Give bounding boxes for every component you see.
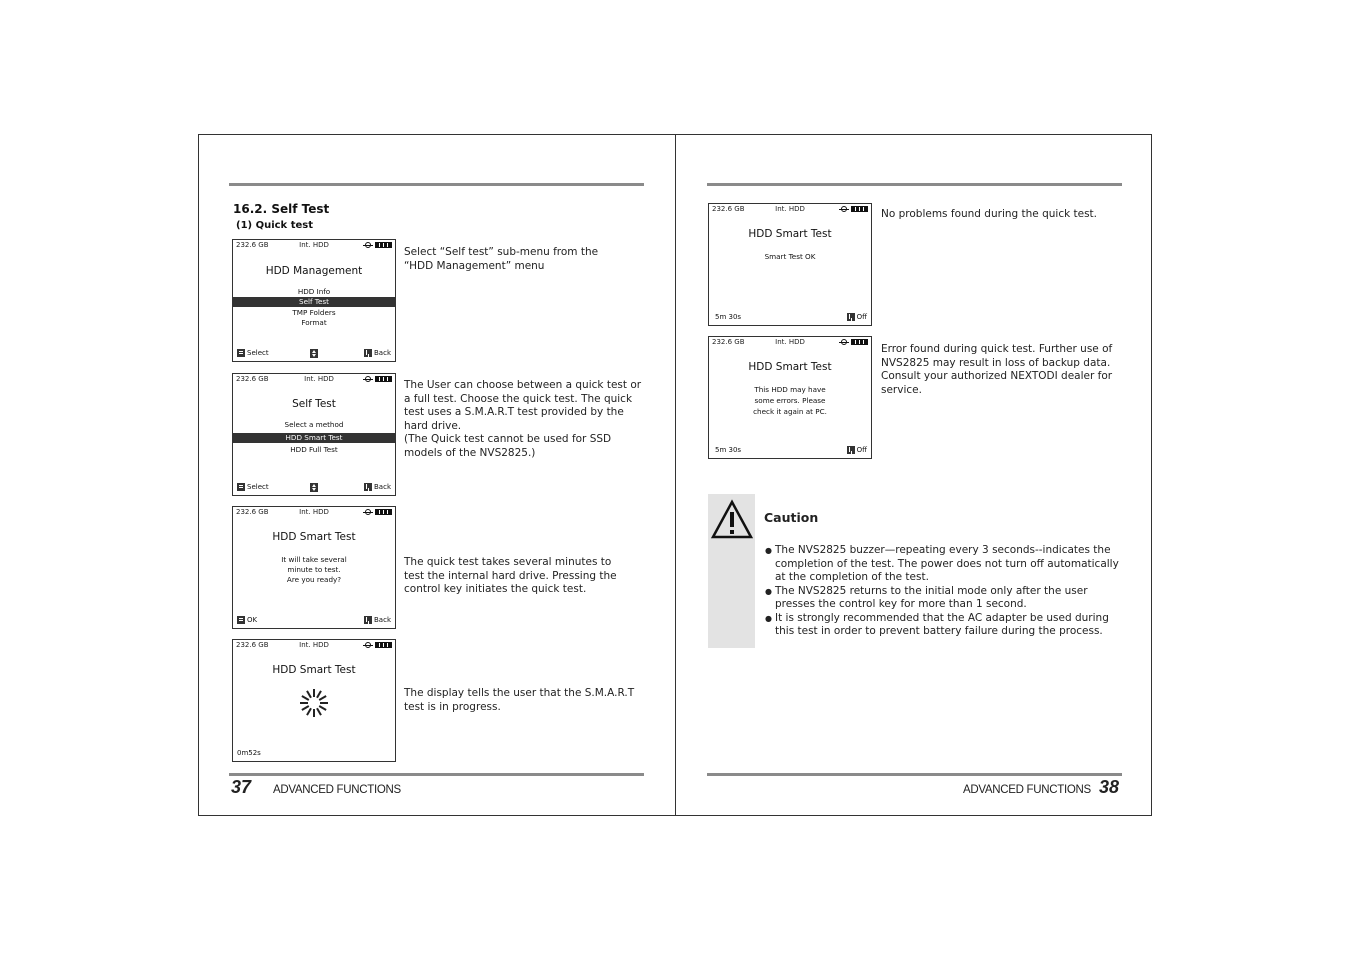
device-screen-smart-test-ok xyxy=(708,203,872,326)
page-number-right: 38 xyxy=(1099,777,1120,797)
battery-icon xyxy=(851,339,868,345)
power-key-icon xyxy=(847,313,855,321)
elapsed-time: 5m 30s xyxy=(715,446,742,454)
capacity-label: 232.6 GB xyxy=(236,508,269,516)
capacity-label: 232.6 GB xyxy=(712,205,745,213)
screen-footer xyxy=(233,749,395,759)
caution-list xyxy=(765,544,1120,639)
capacity-label: 232.6 GB xyxy=(712,338,745,346)
status-bar xyxy=(233,640,395,651)
hdd-icon xyxy=(363,241,373,249)
power-key-icon xyxy=(847,446,855,454)
message-line: Are you ready? xyxy=(286,575,342,584)
screen-title: HDD Smart Test xyxy=(272,531,356,543)
device-screen-hdd-management xyxy=(232,239,396,362)
caution-title: Caution xyxy=(764,510,819,525)
ok-key-icon xyxy=(237,616,245,624)
hdd-icon xyxy=(363,375,373,383)
screen-footer xyxy=(709,313,871,323)
screen-title: Self Test xyxy=(292,398,336,410)
hdd-icon xyxy=(363,641,373,649)
source-label: Int. HDD xyxy=(775,338,805,346)
caution-item: ● The NVS2825 buzzer—repeating every 3 seconds--indicates the completion of the test. The power does not turn off automatically at the completion of the test. xyxy=(765,544,1120,585)
capacity-label: 232.6 GB xyxy=(236,375,269,383)
loading-spinner-icon xyxy=(300,689,328,717)
back-key-icon xyxy=(364,349,372,357)
caution-item: ● The NVS2825 returns to the initial mode only after the user presses the control key for more than 1 second. xyxy=(765,585,1120,612)
bottom-rule-right xyxy=(707,773,1122,776)
status-bar xyxy=(233,374,395,385)
device-screen-self-test xyxy=(232,373,396,496)
select-key-icon xyxy=(237,349,245,357)
message-line: Smart Test OK xyxy=(764,252,816,261)
footer-right-label: Off xyxy=(856,313,867,321)
footer-right-label: Back xyxy=(374,349,391,357)
message-line: check it again at PC. xyxy=(753,407,827,416)
hdd-icon xyxy=(839,338,849,346)
top-rule-right xyxy=(707,183,1122,186)
result-ok-text: No problems found during the quick test. xyxy=(881,208,1098,220)
hdd-icon xyxy=(363,508,373,516)
footer-label-left: ADVANCED FUNCTIONS xyxy=(273,784,401,796)
page-divider xyxy=(675,134,676,816)
footer-right-label: Off xyxy=(856,446,867,454)
elapsed-time: 5m 30s xyxy=(715,313,742,321)
menu-item-hdd-smart-test: HDD Smart Test xyxy=(233,433,395,443)
screen-title: HDD Management xyxy=(265,265,363,277)
message-line: minute to test. xyxy=(287,565,341,574)
capacity-label: 232.6 GB xyxy=(236,641,269,649)
step-3-text: The quick test takes several minutes to test the internal hard drive. Pressing the control key initiates the quick test. xyxy=(404,556,617,595)
bottom-rule-left xyxy=(229,773,644,776)
status-bar xyxy=(233,507,395,518)
section-title: 16.2. Self Test xyxy=(233,202,330,216)
up-down-icon xyxy=(310,483,318,492)
status-bar xyxy=(709,204,871,215)
source-label: Int. HDD xyxy=(299,641,329,649)
screen-footer xyxy=(233,349,395,359)
footer-label-right: ADVANCED FUNCTIONS xyxy=(963,784,1091,796)
warning-triangle-icon xyxy=(710,499,754,543)
footer-left-label: Select xyxy=(247,483,269,491)
menu-item-self-test: Self Test xyxy=(233,297,395,307)
message-line: It will take several xyxy=(281,555,347,564)
footer-left-label: Select xyxy=(247,349,269,357)
battery-icon xyxy=(851,206,868,212)
source-label: Int. HDD xyxy=(299,241,329,249)
battery-icon xyxy=(375,242,392,248)
footer-right-label: Back xyxy=(374,483,391,491)
menu-item-format: Format xyxy=(301,318,327,327)
method-prompt: Select a method xyxy=(284,420,344,429)
screen-footer xyxy=(233,483,395,493)
screen-footer xyxy=(233,616,395,626)
step-1-text: Select “Self test” sub-menu from the “HDD Management” menu xyxy=(404,246,599,272)
step-2-text xyxy=(404,379,646,460)
status-bar xyxy=(709,337,871,348)
screen-title: HDD Smart Test xyxy=(748,228,832,240)
up-down-icon xyxy=(310,349,318,358)
caution-item: ● It is strongly recommended that the AC adapter be used during this test in order to prevent battery failure during the process. xyxy=(765,612,1120,639)
caution-sidebar xyxy=(708,494,755,648)
elapsed-time: 0m52s xyxy=(237,749,261,757)
select-key-icon xyxy=(237,483,245,491)
status-bar xyxy=(233,240,395,251)
capacity-label: 232.6 GB xyxy=(236,241,269,249)
back-key-icon xyxy=(364,616,372,624)
back-key-icon xyxy=(364,483,372,491)
screen-title: HDD Smart Test xyxy=(748,361,832,373)
page-number-left: 37 xyxy=(231,777,252,797)
message-line: This HDD may have xyxy=(754,385,826,394)
step-4-text: The display tells the user that the S.M.A.R.T test is in progress. xyxy=(404,687,635,713)
screen-footer xyxy=(709,446,871,456)
footer-right-label: Back xyxy=(374,616,391,624)
menu-item-hdd-info: HDD Info xyxy=(297,287,331,296)
subsection-title: (1) Quick test xyxy=(236,220,313,231)
step-2-note: (The Quick test cannot be used for SSD models of the NVS2825.) xyxy=(404,433,612,459)
message-line: some errors. Please xyxy=(754,396,826,405)
device-screen-smart-test-progress xyxy=(232,639,396,762)
screen-title: HDD Smart Test xyxy=(272,664,356,676)
source-label: Int. HDD xyxy=(299,508,329,516)
battery-icon xyxy=(375,376,392,382)
result-error-text: Error found during quick test. Further use of NVS2825 may result in loss of backup data. Consult your authorized NEXTODI dealer for service. xyxy=(881,343,1113,396)
footer-left-label: OK xyxy=(247,616,258,624)
source-label: Int. HDD xyxy=(775,205,805,213)
battery-icon xyxy=(375,509,392,515)
device-screen-smart-test-ready xyxy=(232,506,396,629)
menu-item-hdd-full-test: HDD Full Test xyxy=(290,445,338,454)
hdd-icon xyxy=(839,205,849,213)
battery-icon xyxy=(375,642,392,648)
source-label: Int. HDD xyxy=(304,375,334,383)
step-2-main-text: The User can choose between a quick test or a full test. Choose the quick test. The quick test uses a S.M.A.R.T test provided by the hard drive. xyxy=(404,379,642,432)
top-rule-left xyxy=(229,183,644,186)
menu-item-tmp-folders: TMP Folders xyxy=(292,308,336,317)
device-screen-smart-test-error xyxy=(708,336,872,459)
